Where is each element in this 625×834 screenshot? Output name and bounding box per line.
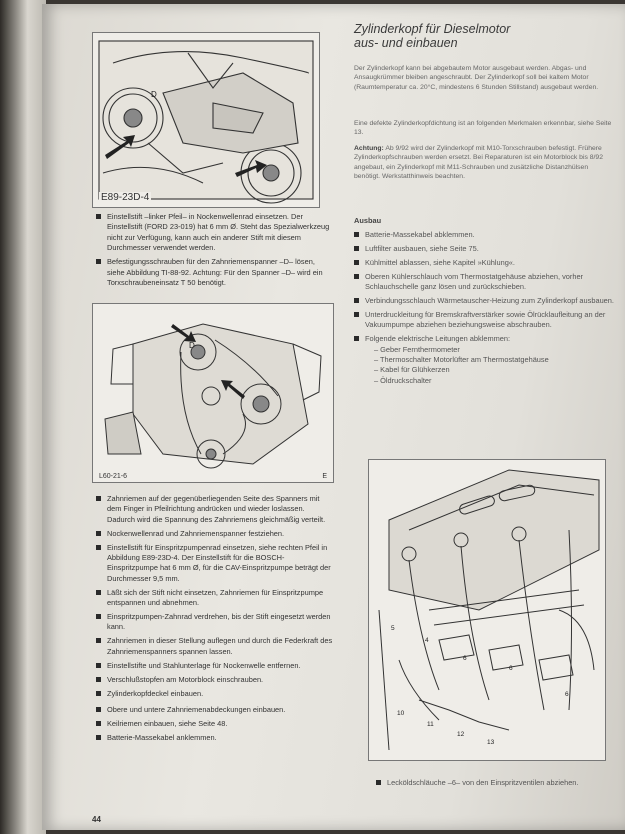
figure-corner-mark: E: [322, 473, 327, 480]
list-item: Oberen Kühlerschlauch vom Thermostatgehäuse abziehen, vorher Schlauchschelle ganz lösen und zurückschieben.: [354, 272, 616, 293]
figure-injector-lines: [368, 459, 606, 761]
instruction-list-a: [96, 212, 332, 292]
callout-number: 10: [397, 710, 405, 717]
bullet-square-icon: [96, 735, 101, 740]
callout-number: 6: [565, 691, 569, 698]
bullet-square-icon: [354, 336, 359, 341]
list-item: Einstellstift für Einspritzpumpenrad einsetzen, siehe rechten Pfeil in Abbildung E89-23D-4. Der Einstellstift für die BOSCH-Einspritzpumpe hat 6 mm Ø, für die CAV-Einspritzpumpe beträgt der Durchmesser 9,5 mm.: [96, 543, 334, 585]
section-title: Zylinderkopf für Dieselmotor aus- und einbauen: [354, 22, 511, 50]
bullet-square-icon: [354, 232, 359, 237]
bullet-square-icon: [96, 707, 101, 712]
list-item: Luftfilter ausbauen, siehe Seite 75.: [354, 244, 616, 254]
figure-label: L60-21-6: [99, 473, 128, 480]
callout-number: 13: [487, 739, 495, 746]
intro-paragraph: Der Zylinderkopf kann bei abgebautem Motor ausgebaut werden. Abgas- und Ansaugkrümmer bleiben angeschraubt. Der Zylinderkopf soll bei kaltem Motor (Raumtemperatur ca. 20°C, mindestens 6 Stunden Stillstand) ausgebaut werden.: [354, 65, 599, 91]
list-item: Keilriemen einbauen, siehe Seite 48.: [96, 719, 334, 729]
bullet-square-icon: [96, 691, 101, 696]
bullet-square-icon: [96, 677, 101, 682]
list-item: Befestigungsschrauben für den Zahnriemenspanner –D– lösen, siehe Abbildung TI-88-92. Achtung: Für den Spanner –D– wird ein Torxschraubeneinsatz T 50 benötigt.: [96, 257, 332, 288]
timing-gears-illustration: [93, 33, 319, 207]
instruction-list-b: [96, 494, 334, 747]
sub-item: – Öldruckschalter: [374, 375, 432, 385]
list-item: Läßt sich der Stift nicht einsetzen, Zahnriemen für Einspritzpumpe entspannen und abnehmen.: [96, 588, 334, 609]
bullet-square-icon: [96, 721, 101, 726]
figure-label: E89-23D-4: [101, 192, 150, 203]
svg-text:D: D: [189, 341, 195, 350]
sub-item: – Geber Fernthermometer: [374, 344, 460, 354]
bullet-square-icon: [354, 312, 359, 317]
bullet-square-icon: [96, 614, 101, 619]
list-item: Einstellstifte und Stahlunterlage für Nockenwelle entfernen.: [96, 661, 334, 671]
warning-label: Achtung:: [354, 145, 384, 152]
bullet-square-icon: [96, 496, 101, 501]
callout-number: 6: [463, 655, 467, 662]
bullet-square-icon: [96, 259, 101, 264]
sub-item: – Kabel für Glühkerzen: [374, 365, 450, 375]
list-item: Obere und untere Zahnriemenabdeckungen einbauen.: [96, 705, 334, 715]
list-item: Kühlmittel ablassen, siehe Kapitel »Kühlung«.: [354, 258, 616, 268]
bullet-square-icon: [354, 298, 359, 303]
callout-number: 11: [427, 721, 434, 728]
bullet-square-icon: [354, 260, 359, 265]
figure-timing-gears: [92, 32, 320, 208]
list-item: Batterie-Massekabel abklemmen.: [354, 230, 616, 240]
bullet-square-icon: [96, 638, 101, 643]
list-item: Zahnriemen auf der gegenüberliegenden Seite des Spanners mit dem Finger in Pfeilrichtung andrücken und wieder loslassen. Dadurch wird die Spannung des Zahnriemens gleichmäßig verteilt.: [96, 494, 334, 525]
bullet-square-icon: [96, 663, 101, 668]
svg-text:D: D: [151, 90, 157, 99]
sub-item: – Thermoschalter Motorlüfter am Thermostatgehäuse: [374, 355, 549, 365]
list-item: Folgende elektrische Leitungen abklemmen: – Geber Fernthermometer – Thermoschalter Motorlüfter am Thermostatgehäuse – Kabel für Glühkerzen – Öldruckschalter: [354, 334, 616, 386]
manual-page: [42, 4, 625, 830]
bullet-square-icon: [376, 780, 381, 785]
list-item: Unterdruckleitung für Bremskraftverstärker sowie Ölrücklaufleitung an der Vakuumpumpe abziehen beziehungsweise abschrauben.: [354, 310, 616, 331]
warning-paragraph: Achtung: Ab 9/92 wird der Zylinderkopf mit M10-Torxschrauben befestigt. Frühere Zylinderkopfschrauben werden ersetzt. Bei Reparaturen ist ein Motorblock bis 8/92 angebaut, ein Zylinderkopf mit M11-Schrauben und zusätzliche Distanzhülsen benötigt. Werkstatthinweis beachten.: [354, 145, 603, 180]
engine-belt-illustration: [93, 304, 333, 482]
bullet-square-icon: [354, 246, 359, 251]
list-item: Lecköldschläuche –6– von den Einspritzventilen abziehen.: [376, 778, 620, 788]
list-item: Verschlußstopfen am Motorblock einschrauben.: [96, 675, 334, 685]
callout-number: 4: [425, 637, 429, 644]
ausbau-heading: Ausbau: [354, 216, 382, 225]
intro-paragraph-2: Eine defekte Zylinderkopfdichtung ist an folgenden Merkmalen erkennbar, siehe Seite 13.: [354, 120, 612, 137]
bullet-square-icon: [96, 214, 101, 219]
bullet-square-icon: [96, 590, 101, 595]
book-spine-edge: [0, 0, 46, 834]
callout-number: 12: [457, 731, 465, 738]
list-item: Verbindungsschlauch Wärmetauscher-Heizung zum Zylinderkopf ausbauen.: [354, 296, 616, 306]
list-item: Einspritzpumpen-Zahnrad verdrehen, bis der Stift eingesetzt werden kann.: [96, 612, 334, 633]
removal-steps-list: [354, 230, 616, 390]
callout-number: 5: [391, 625, 395, 632]
list-item: Einstellstift –linker Pfeil– in Nockenwellenrad einsetzen. Der Einstellstift (FORD 23-019) hat 6 mm Ø. Steht das Spezialwerkzeug nicht zur Verfügung, kann auch ein anderer Stift mit diesem Durchmesser verwendet werden.: [96, 212, 332, 254]
figure-belt-tensioner: [92, 303, 334, 483]
list-item: Batterie-Massekabel anklemmen.: [96, 733, 334, 743]
page-number: 44: [92, 815, 101, 824]
bullet-square-icon: [354, 274, 359, 279]
injector-lines-illustration: [369, 460, 605, 760]
list-item: Zylinderkopfdeckel einbauen.: [96, 689, 334, 699]
bullet-square-icon: [96, 545, 101, 550]
list-item: Zahnriemen in dieser Stellung auflegen und durch die Federkraft des Zahnriemenspanners spannen lassen.: [96, 636, 334, 657]
bullet-square-icon: [96, 531, 101, 536]
list-item: Nockenwellenrad und Zahnriemenspanner festziehen.: [96, 529, 334, 539]
callout-number: 6: [509, 665, 513, 672]
bottom-step-list: [376, 778, 620, 792]
